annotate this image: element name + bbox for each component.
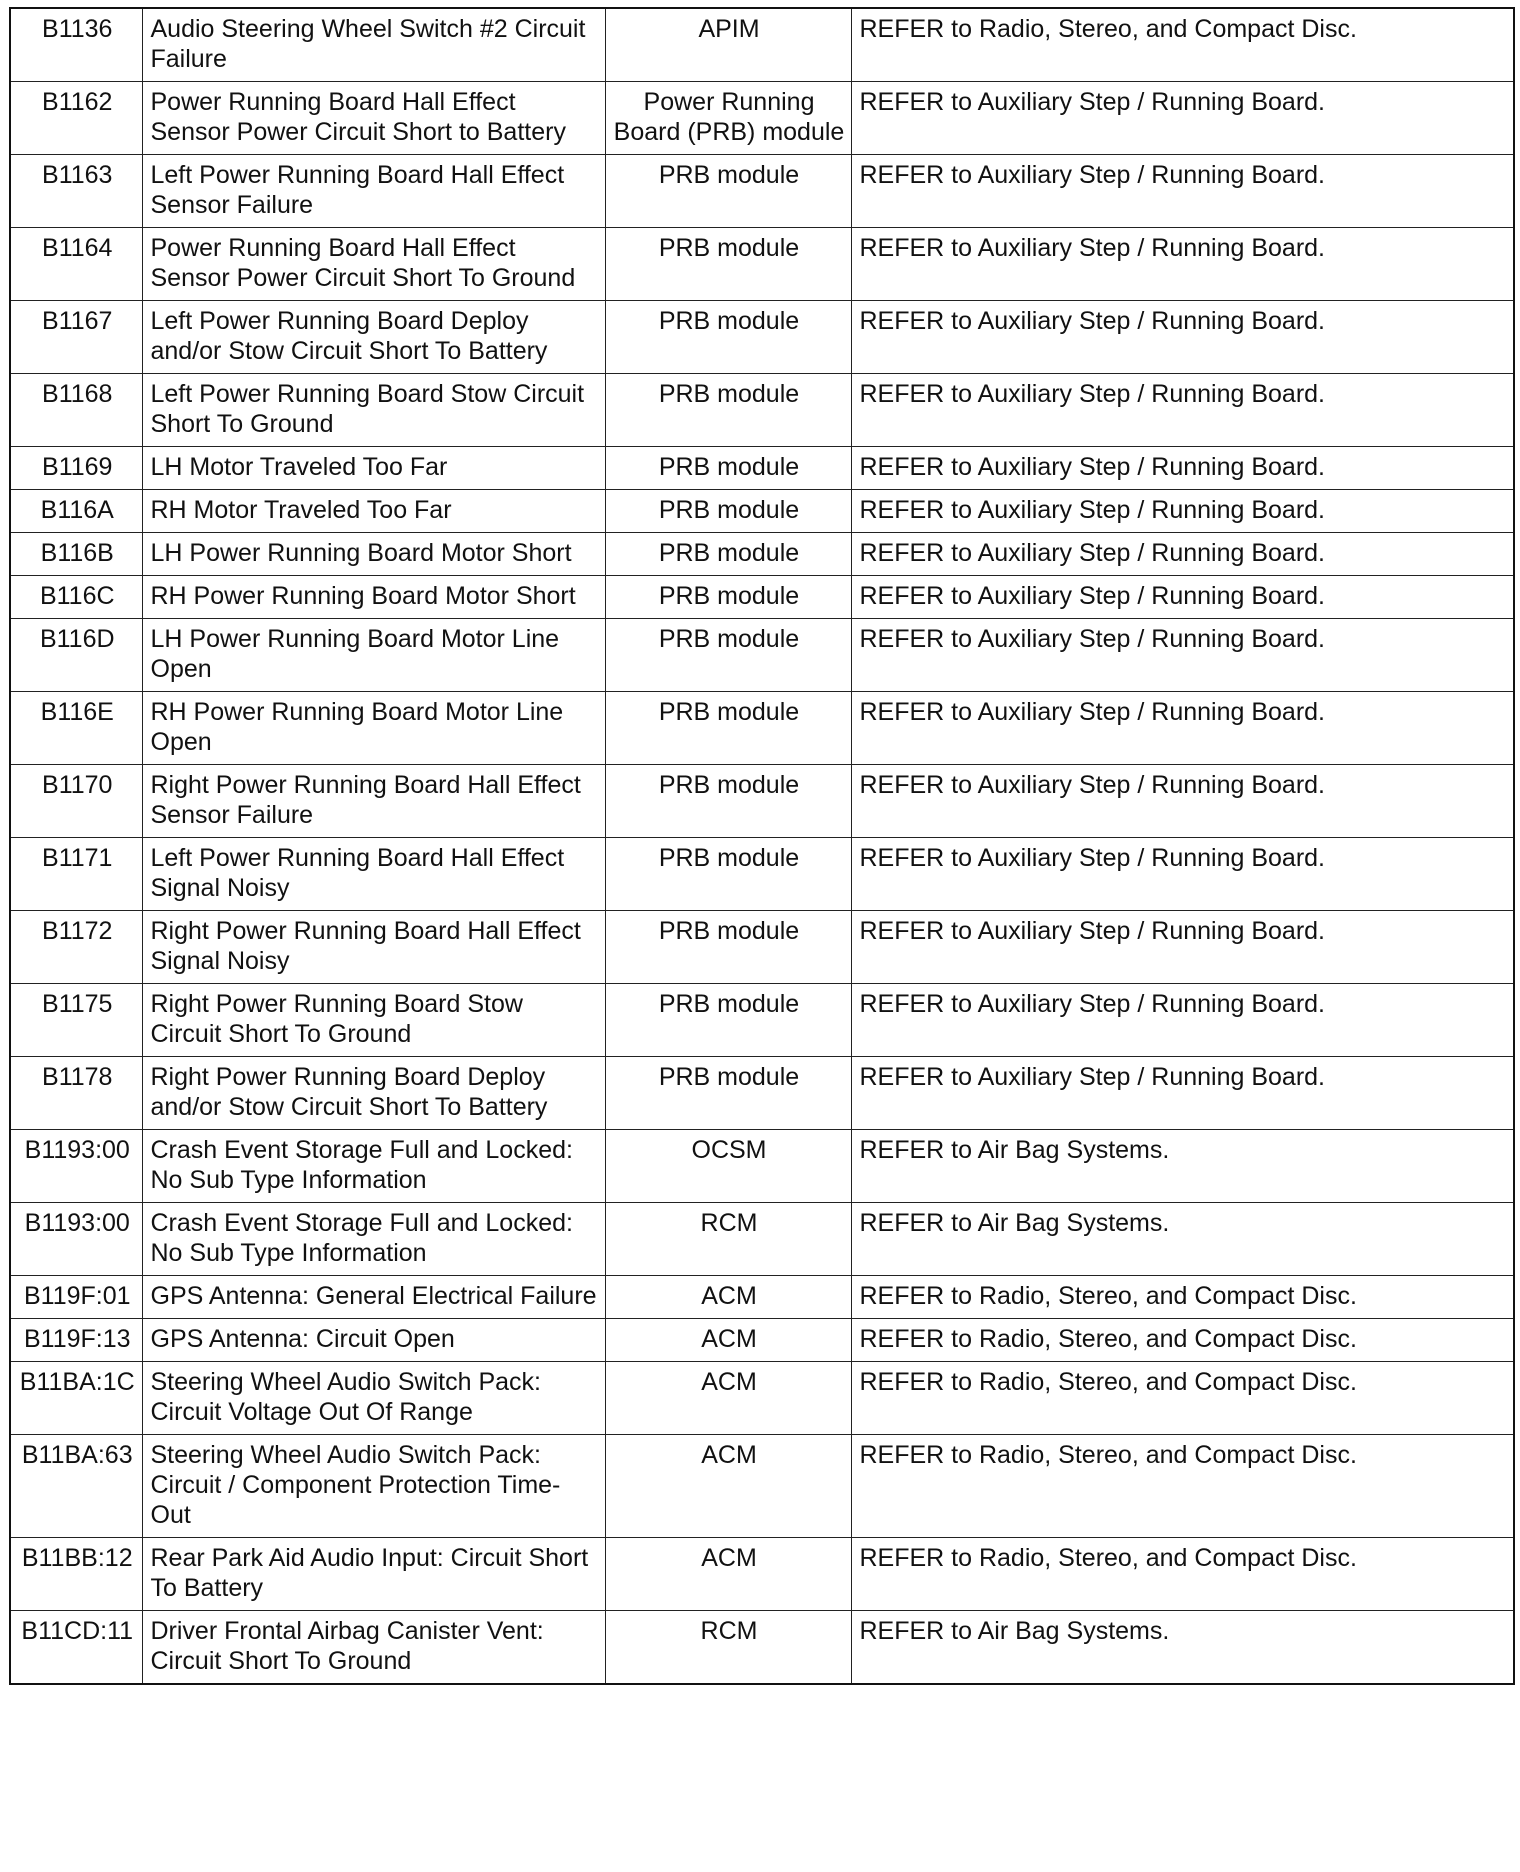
dtc-code-cell: B116A — [10, 490, 142, 533]
dtc-action-cell: REFER to Auxiliary Step / Running Board. — [851, 447, 1514, 490]
table-row — [10, 1362, 1514, 1435]
dtc-description-cell: LH Motor Traveled Too Far — [142, 447, 605, 490]
dtc-module-cell: PRB module — [605, 374, 851, 447]
dtc-action-cell: REFER to Auxiliary Step / Running Board. — [851, 374, 1514, 447]
dtc-module-cell: RCM — [605, 1203, 851, 1276]
dtc-description-cell: Right Power Running Board Hall Effect Signal Noisy — [142, 911, 605, 984]
dtc-module-cell: PRB module — [605, 984, 851, 1057]
dtc-action-cell: REFER to Radio, Stereo, and Compact Disc. — [851, 1319, 1514, 1362]
dtc-code-cell: B1167 — [10, 301, 142, 374]
dtc-module-cell: PRB module — [605, 576, 851, 619]
table-row — [10, 1130, 1514, 1203]
table-row — [10, 619, 1514, 692]
dtc-action-cell: REFER to Radio, Stereo, and Compact Disc. — [851, 1435, 1514, 1538]
dtc-code-cell: B1175 — [10, 984, 142, 1057]
table-row — [10, 1276, 1514, 1319]
dtc-description-cell: Crash Event Storage Full and Locked: No Sub Type Information — [142, 1130, 605, 1203]
table-row — [10, 1203, 1514, 1276]
dtc-description-cell: Right Power Running Board Deploy and/or Stow Circuit Short To Battery — [142, 1057, 605, 1130]
dtc-action-cell: REFER to Air Bag Systems. — [851, 1130, 1514, 1203]
dtc-description-cell: RH Power Running Board Motor Short — [142, 576, 605, 619]
table-row — [10, 838, 1514, 911]
dtc-description-cell: Steering Wheel Audio Switch Pack: Circuit Voltage Out Of Range — [142, 1362, 605, 1435]
dtc-code-cell: B1171 — [10, 838, 142, 911]
table-row — [10, 1319, 1514, 1362]
dtc-description-cell: Driver Frontal Airbag Canister Vent: Circuit Short To Ground — [142, 1611, 605, 1685]
dtc-code-cell: B1162 — [10, 82, 142, 155]
table-row — [10, 765, 1514, 838]
dtc-module-cell: PRB module — [605, 301, 851, 374]
dtc-code-cell: B116D — [10, 619, 142, 692]
dtc-table-sheet — [9, 7, 1513, 1685]
dtc-action-cell: REFER to Auxiliary Step / Running Board. — [851, 301, 1514, 374]
dtc-code-cell: B11CD:11 — [10, 1611, 142, 1685]
dtc-code-cell: B116E — [10, 692, 142, 765]
dtc-module-cell: PRB module — [605, 155, 851, 228]
table-row — [10, 692, 1514, 765]
dtc-action-cell: REFER to Auxiliary Step / Running Board. — [851, 838, 1514, 911]
dtc-module-cell: RCM — [605, 1611, 851, 1685]
dtc-description-cell: Left Power Running Board Hall Effect Signal Noisy — [142, 838, 605, 911]
table-row — [10, 1538, 1514, 1611]
dtc-action-cell: REFER to Auxiliary Step / Running Board. — [851, 692, 1514, 765]
dtc-description-cell: Left Power Running Board Deploy and/or Stow Circuit Short To Battery — [142, 301, 605, 374]
dtc-action-cell: REFER to Auxiliary Step / Running Board. — [851, 576, 1514, 619]
table-row — [10, 984, 1514, 1057]
dtc-code-cell: B119F:13 — [10, 1319, 142, 1362]
dtc-description-cell: Right Power Running Board Hall Effect Sensor Failure — [142, 765, 605, 838]
dtc-code-cell: B1169 — [10, 447, 142, 490]
dtc-module-cell: PRB module — [605, 911, 851, 984]
dtc-description-cell: Power Running Board Hall Effect Sensor Power Circuit Short to Battery — [142, 82, 605, 155]
dtc-action-cell: REFER to Radio, Stereo, and Compact Disc. — [851, 1276, 1514, 1319]
dtc-module-cell: PRB module — [605, 533, 851, 576]
dtc-action-cell: REFER to Air Bag Systems. — [851, 1611, 1514, 1685]
dtc-code-cell: B1178 — [10, 1057, 142, 1130]
table-row — [10, 155, 1514, 228]
dtc-module-cell: PRB module — [605, 447, 851, 490]
dtc-action-cell: REFER to Auxiliary Step / Running Board. — [851, 533, 1514, 576]
dtc-code-cell: B1193:00 — [10, 1203, 142, 1276]
dtc-action-cell: REFER to Auxiliary Step / Running Board. — [851, 228, 1514, 301]
dtc-table — [9, 7, 1515, 1685]
dtc-action-cell: REFER to Radio, Stereo, and Compact Disc. — [851, 1362, 1514, 1435]
table-row — [10, 82, 1514, 155]
dtc-action-cell: REFER to Auxiliary Step / Running Board. — [851, 984, 1514, 1057]
dtc-module-cell: ACM — [605, 1435, 851, 1538]
dtc-code-cell: B11BA:63 — [10, 1435, 142, 1538]
dtc-action-cell: REFER to Radio, Stereo, and Compact Disc. — [851, 8, 1514, 82]
table-row — [10, 1435, 1514, 1538]
dtc-action-cell: REFER to Auxiliary Step / Running Board. — [851, 82, 1514, 155]
table-row — [10, 8, 1514, 82]
dtc-description-cell: Steering Wheel Audio Switch Pack: Circuit / Component Protection Time-Out — [142, 1435, 605, 1538]
table-row — [10, 911, 1514, 984]
dtc-module-cell: PRB module — [605, 692, 851, 765]
dtc-action-cell: REFER to Auxiliary Step / Running Board. — [851, 765, 1514, 838]
dtc-code-cell: B1193:00 — [10, 1130, 142, 1203]
dtc-action-cell: REFER to Auxiliary Step / Running Board. — [851, 1057, 1514, 1130]
dtc-action-cell: REFER to Auxiliary Step / Running Board. — [851, 155, 1514, 228]
dtc-module-cell: ACM — [605, 1538, 851, 1611]
table-row — [10, 576, 1514, 619]
dtc-module-cell: OCSM — [605, 1130, 851, 1203]
dtc-module-cell: PRB module — [605, 838, 851, 911]
dtc-module-cell: ACM — [605, 1319, 851, 1362]
dtc-module-cell: Power Running Board (PRB) module — [605, 82, 851, 155]
dtc-module-cell: PRB module — [605, 1057, 851, 1130]
dtc-module-cell: ACM — [605, 1276, 851, 1319]
dtc-code-cell: B11BB:12 — [10, 1538, 142, 1611]
table-row — [10, 374, 1514, 447]
dtc-table-body — [10, 8, 1514, 1684]
dtc-code-cell: B1170 — [10, 765, 142, 838]
dtc-code-cell: B119F:01 — [10, 1276, 142, 1319]
dtc-module-cell: APIM — [605, 8, 851, 82]
table-row — [10, 1057, 1514, 1130]
dtc-code-cell: B116C — [10, 576, 142, 619]
table-row — [10, 533, 1514, 576]
table-row — [10, 228, 1514, 301]
dtc-description-cell: Audio Steering Wheel Switch #2 Circuit Failure — [142, 8, 605, 82]
dtc-description-cell: GPS Antenna: Circuit Open — [142, 1319, 605, 1362]
dtc-description-cell: RH Power Running Board Motor Line Open — [142, 692, 605, 765]
dtc-code-cell: B1172 — [10, 911, 142, 984]
dtc-code-cell: B1164 — [10, 228, 142, 301]
dtc-code-cell: B1168 — [10, 374, 142, 447]
dtc-description-cell: Crash Event Storage Full and Locked: No Sub Type Information — [142, 1203, 605, 1276]
dtc-code-cell: B11BA:1C — [10, 1362, 142, 1435]
table-row — [10, 301, 1514, 374]
table-row — [10, 490, 1514, 533]
dtc-description-cell: RH Motor Traveled Too Far — [142, 490, 605, 533]
dtc-module-cell: PRB module — [605, 619, 851, 692]
dtc-module-cell: PRB module — [605, 765, 851, 838]
dtc-description-cell: GPS Antenna: General Electrical Failure — [142, 1276, 605, 1319]
dtc-action-cell: REFER to Radio, Stereo, and Compact Disc. — [851, 1538, 1514, 1611]
table-row — [10, 447, 1514, 490]
dtc-action-cell: REFER to Auxiliary Step / Running Board. — [851, 911, 1514, 984]
dtc-description-cell: Power Running Board Hall Effect Sensor Power Circuit Short To Ground — [142, 228, 605, 301]
dtc-action-cell: REFER to Auxiliary Step / Running Board. — [851, 490, 1514, 533]
dtc-code-cell: B1136 — [10, 8, 142, 82]
dtc-module-cell: ACM — [605, 1362, 851, 1435]
dtc-module-cell: PRB module — [605, 490, 851, 533]
dtc-description-cell: Left Power Running Board Hall Effect Sensor Failure — [142, 155, 605, 228]
dtc-description-cell: Rear Park Aid Audio Input: Circuit Short To Battery — [142, 1538, 605, 1611]
dtc-module-cell: PRB module — [605, 228, 851, 301]
dtc-action-cell: REFER to Air Bag Systems. — [851, 1203, 1514, 1276]
dtc-code-cell: B1163 — [10, 155, 142, 228]
dtc-description-cell: LH Power Running Board Motor Line Open — [142, 619, 605, 692]
dtc-description-cell: Left Power Running Board Stow Circuit Short To Ground — [142, 374, 605, 447]
dtc-description-cell: Right Power Running Board Stow Circuit Short To Ground — [142, 984, 605, 1057]
dtc-description-cell: LH Power Running Board Motor Short — [142, 533, 605, 576]
dtc-action-cell: REFER to Auxiliary Step / Running Board. — [851, 619, 1514, 692]
dtc-code-cell: B116B — [10, 533, 142, 576]
table-row — [10, 1611, 1514, 1685]
